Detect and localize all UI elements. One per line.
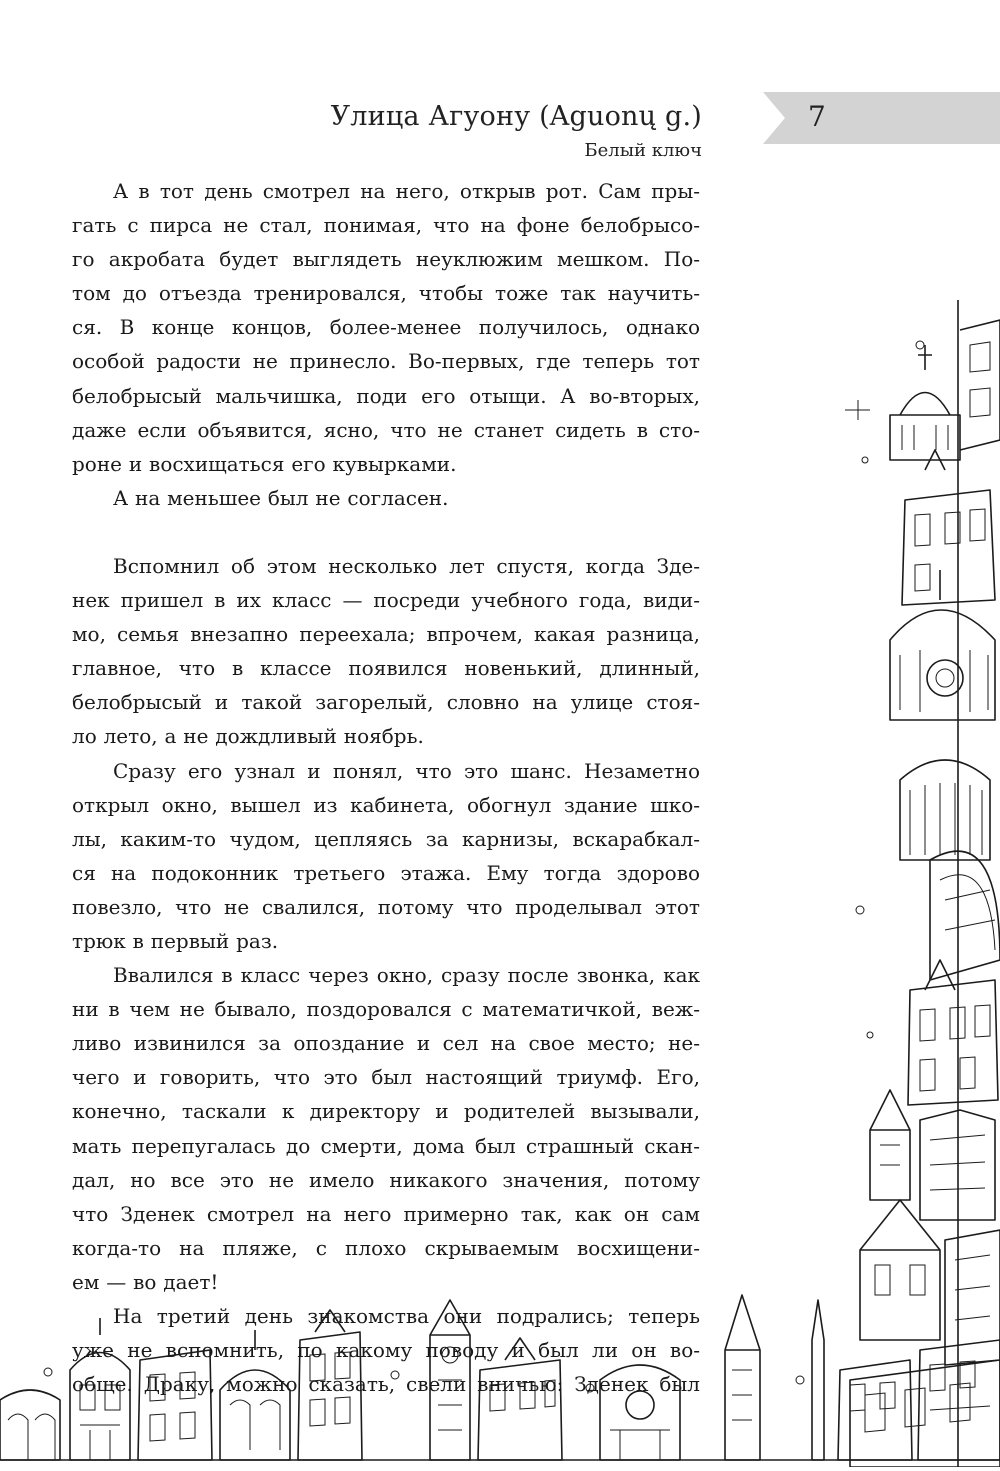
text-line: главное, что в классе появился новенький, длинный, <box>72 656 700 681</box>
text-line: роне и восхищаться его кувырками. <box>72 451 457 476</box>
text-line: открыл окно, вышел из кабинета, обогнул здание шко- <box>72 792 700 817</box>
text-line: ся. В конце концов, более-менее получилось, однако <box>72 315 700 340</box>
text-line: мо, семья внезапно переехала; впрочем, какая разница, <box>72 622 700 647</box>
chapter-subtitle: Белый ключ <box>584 140 702 161</box>
text-line: ло лето, а не дождливый ноябрь. <box>72 724 424 749</box>
body-text <box>72 174 700 1401</box>
text-line: уже не вспомнить, по какому поводу и был ли он во- <box>72 1338 700 1363</box>
text-line: когда-то на пляже, с плохо скрываемым восхищени- <box>72 1235 700 1260</box>
section-break <box>72 515 700 549</box>
text-line: Вспомнил об этом несколько лет спустя, когда Зде- <box>113 553 700 578</box>
skyline-illustration <box>0 1280 1000 1471</box>
text-line: даже если объявится, ясно, что не станет сидеть в сто- <box>72 417 700 442</box>
text-line: обще. Драку, можно сказать, свели вничью: Зденек был <box>72 1372 700 1397</box>
text-line: повезло, что не свалился, потому что проделывал этот <box>72 894 700 919</box>
text-line: белобрысый мальчишка, поди его отыщи. А во-вторых, <box>72 383 700 408</box>
running-head <box>331 100 702 164</box>
text-line: Ввалился в класс через окно, сразу после звонка, как <box>113 963 700 988</box>
text-line: белобрысый и такой загорелый, словно на улице стоя- <box>72 690 700 715</box>
text-line: ливо извинился за опоздание и сел на свое место; не- <box>72 1031 700 1056</box>
text-line: мать перепугалась до смерти, дома был страшный скан- <box>72 1133 700 1158</box>
page-number: 7 <box>808 100 826 133</box>
text-line: конечно, таскали к директору и родителей вызывали, <box>72 1099 700 1124</box>
text-line: На третий день знакомства они подрались; теперь <box>113 1304 700 1328</box>
text-line: особой радости не принесло. Во-первых, где теперь тот <box>72 349 700 374</box>
text-line: трюк в первый раз. <box>72 928 279 953</box>
text-line: нек пришел в их класс — посреди учебного года, види- <box>72 588 700 613</box>
text-line: ся на подоконник третьего этажа. Ему тогда здорово <box>72 860 700 885</box>
text-line: го акробата будет выглядеть неуклюжим мешком. По- <box>72 247 700 272</box>
text-line: ем — во дает! <box>72 1269 219 1294</box>
text-line: Сразу его узнал и понял, что это шанс. Незаметно <box>113 758 700 783</box>
text-line: гать с пирса не стал, понимая, что на фоне белобрысо- <box>72 213 700 238</box>
text-line: том до отъезда тренировался, чтобы тоже так научить- <box>72 281 700 306</box>
text-line: А на меньшее был не согласен. <box>113 485 449 510</box>
chapter-street-title: Улица Агуону (Aguonų g.) <box>330 101 702 132</box>
text-line: что Зденек смотрел на него примерно так, как он сам <box>72 1201 700 1226</box>
page-number-tab <box>763 92 1000 144</box>
text-line: чего и говорить, что это был настоящий триумф. Его, <box>72 1065 700 1090</box>
text-line: ни в чем не бывало, поздоровался с математичкой, веж- <box>72 997 700 1022</box>
text-line: А в тот день смотрел на него, открыв рот. Сам пры- <box>113 179 700 203</box>
text-line: лы, каким-то чудом, цепляясь за карнизы, вскарабкал- <box>72 826 700 851</box>
text-line: дал, но все это не имело никакого значения, потому <box>72 1167 700 1192</box>
